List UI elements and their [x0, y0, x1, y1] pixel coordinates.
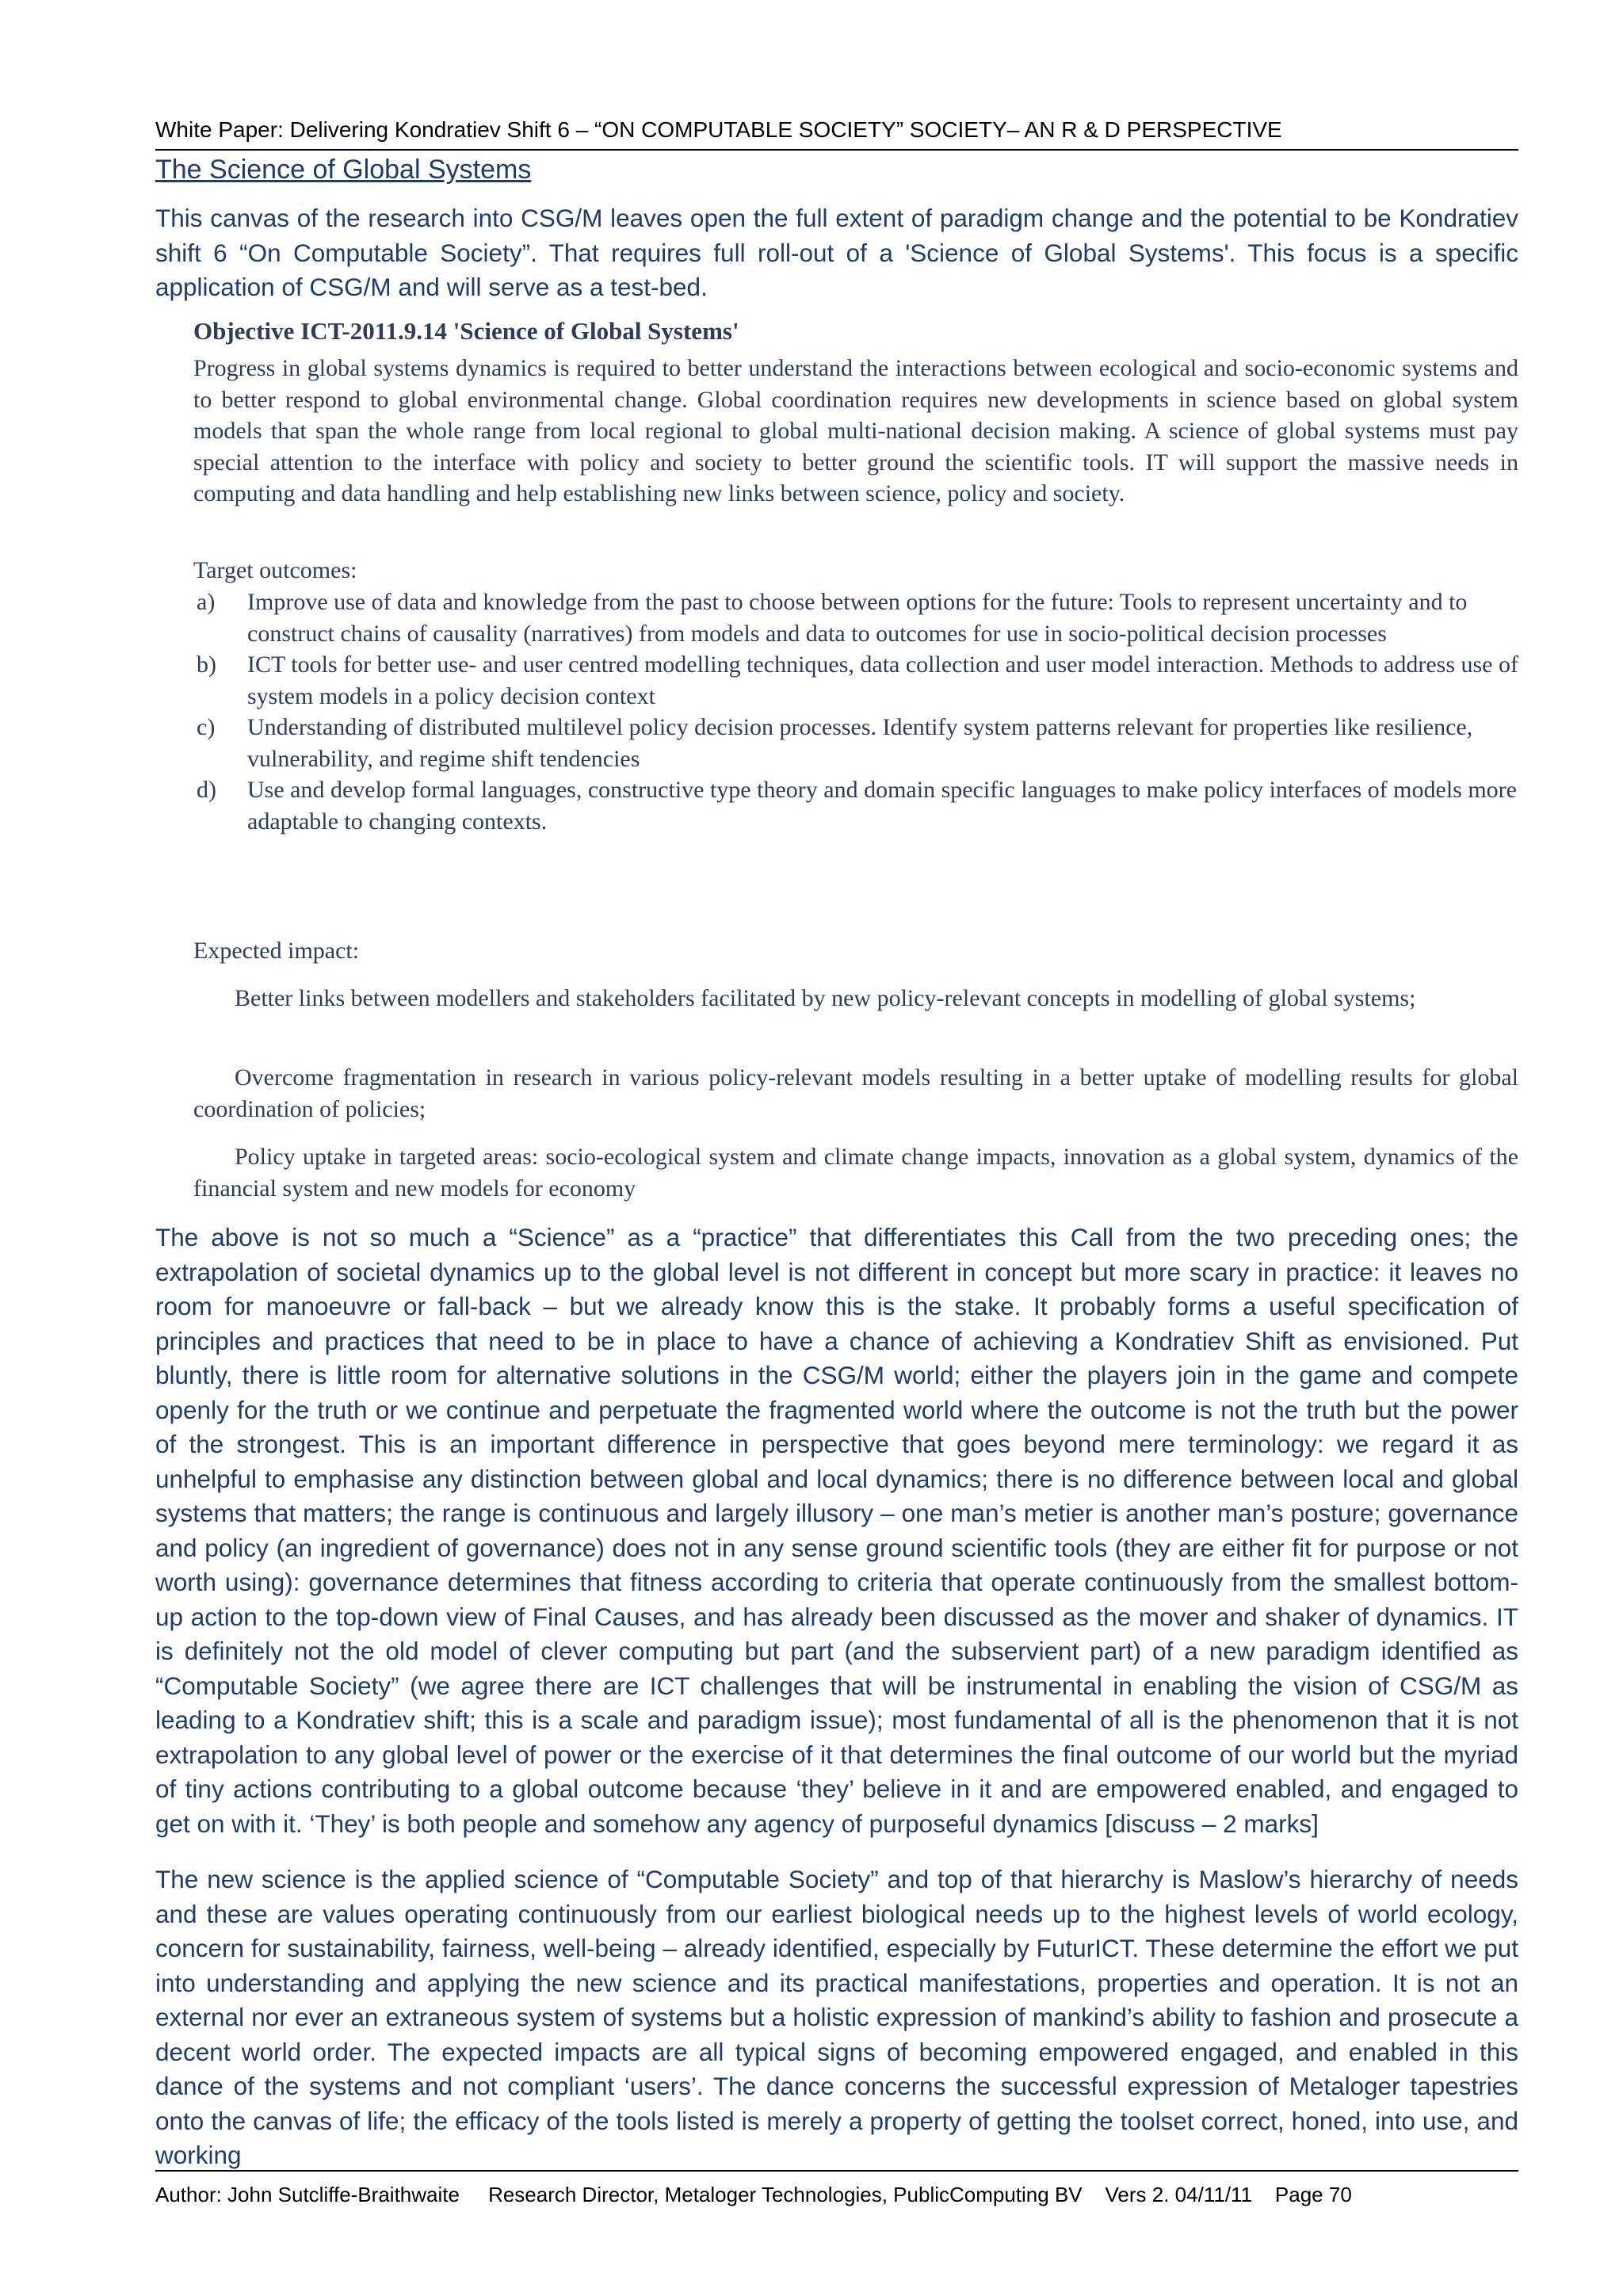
outcome-item-c	[193, 712, 1518, 774]
intro-paragraph: This canvas of the research into CSG/M leaves open the full extent of paradigm change and the potential to be Kondratiev shift 6 “On Computable Society”. That requires full roll-out of a 'Science of Global Systems'. This focus is a specific application of CSG/M and will serve as a test-bed.	[155, 204, 1518, 301]
body-paragraph-1: The above is not so much a “Science” as a “practice” that differentiates this Call from the two preceding ones; the extrapolation of societal dynamics up to the global level is not different in concept but more scary in practice: it leaves no room for manoeuvre or fall-back – but we already know this is the stake. It probably forms a useful specification of principles and practices that need to be in place to have a chance of achieving a Kondratiev Shift as envisioned. Put bluntly, there is little room for alternative solutions in the CSG/M world; either the players join in the game and compete openly for the truth or we continue and perpetuate the fragmented world where the outcome is not the truth but the power of the strongest. This is an important difference in perspective that goes beyond mere terminology: we regard it as unhelpful to emphasise any distinction between global and local dynamics; there is no difference between local and global systems that matters; the range is continuous and largely illusory – one man’s metier is another man’s posture; governance and policy (an ingredient of governance) does not in any sense ground scientific tools (they are either fit for purpose or not worth using): governance determines that fitness according to criteria that operate continuously from the smallest bottom-up action to the top-down view of Final Causes, and has already been discussed as the mover and shaker of dynamics. IT is definitely not the old model of clever computing but part (and the subservient part) of a new paradigm identified as “Computable Society” (we agree there are ICT challenges that will be instrumental in enabling the vision of CSG/M as leading to a Kondratiev shift; this is a scale and paradigm issue); most fundamental of all is the phenomenon that it is not extrapolation to any global level of power or the exercise of it that determines the final outcome of our world but the myriad of tiny actions contributing to a global outcome because ‘they’ believe in it and are empowered enabled, and engaged to get on with it. ‘They’ is both people and somehow any agency of purposeful dynamics [discuss – 2 marks]	[155, 1223, 1518, 1838]
outcome-text: ICT tools for better use- and user centred modelling techniques, data collection and user model interaction. Methods to address use of system models in a policy decision context	[247, 651, 1518, 709]
outcome-text: Understanding of distributed multilevel policy decision processes. Identify system patterns relevant for properties like resilience, vulnerability, and regime shift tendencies	[247, 714, 1473, 772]
page-footer: Author: John Sutcliffe-Braithwaite Research Director, Metaloger Technologies, PublicComputing BV Vers 2. 04/11/11 Page 70	[155, 2170, 1518, 2210]
target-outcomes-label: Target outcomes:	[193, 557, 357, 583]
impact-paragraph-1: Better links between modellers and stakeholders facilitated by new policy-relevant concepts in modelling of global systems;	[235, 985, 1416, 1011]
outcome-text: Use and develop formal languages, constructive type theory and domain specific languages to make policy interfaces of models more adaptable to changing contexts.	[247, 777, 1517, 835]
outcome-item-a	[193, 586, 1518, 649]
outcome-item-d	[193, 774, 1518, 837]
outcome-text: Improve use of data and knowledge from the past to choose between options for the future: Tools to represent uncertainty and to construct chains of causality (narratives) from models and data to outcomes for use in socio-political decision processes	[247, 589, 1468, 647]
expected-impact-label: Expected impact:	[193, 938, 360, 964]
outcome-letter: b)	[197, 651, 216, 678]
outcome-letter: c)	[197, 714, 216, 740]
outcome-letter: d)	[197, 777, 216, 803]
body-paragraph-2: The new science is the applied science of “Computable Society” and top of that hierarchy is Maslow’s hierarchy of needs and these are values operating continuously from our earliest biological needs up to the highest levels of world ecology, concern for sustainability, fairness, well-being – already identified, especially by FuturICT. These determine the effort we put into understanding and applying the new science and its practical manifestations, properties and operation. It is not an external nor ever an extraneous system of systems but a holistic expression of mankind’s ability to fashion and prosecute a decent world order. The expected impacts are all typical signs of becoming empowered engaged, and enabled in this dance of the systems and not compliant ‘users’. The dance concerns the successful expression of Metaloger tapestries onto the canvas of life; the efficacy of the tools listed is merely a property of getting the toolset correct, honed, into use, and working	[155, 1865, 1518, 2169]
outcome-item-b	[193, 649, 1518, 712]
impact-paragraph-3: Policy uptake in targeted areas: socio-ecological system and climate change impacts, innovation as a global system, dynamics of the financial system and new models for economy	[193, 1144, 1518, 1201]
outcome-letter: a)	[197, 589, 216, 615]
section-title: The Science of Global Systems	[155, 155, 532, 185]
page-header: White Paper: Delivering Kondratiev Shift 6 – “ON COMPUTABLE SOCIETY” SOCIETY– AN R & D PERSPECTIVE	[155, 114, 1518, 151]
impact-paragraph-2: Overcome fragmentation in research in various policy-relevant models resulting in a better uptake of modelling results for global coordination of policies;	[193, 1064, 1518, 1122]
objective-paragraph: Progress in global systems dynamics is required to better understand the interactions between ecological and socio-economic systems and to better respond to global environmental change. Global coordination requires new developments in science based on global system models that span the whole range from local regional to global multi-national decision making. A science of global systems must pay special attention to the interface with policy and society to better ground the scientific tools. IT will support the massive needs in computing and data handling and help establishing new links between science, policy and society.	[193, 355, 1518, 506]
target-outcomes-list	[193, 586, 1518, 837]
objective-title: Objective ICT-2011.9.14 'Science of Global Systems'	[193, 317, 739, 345]
